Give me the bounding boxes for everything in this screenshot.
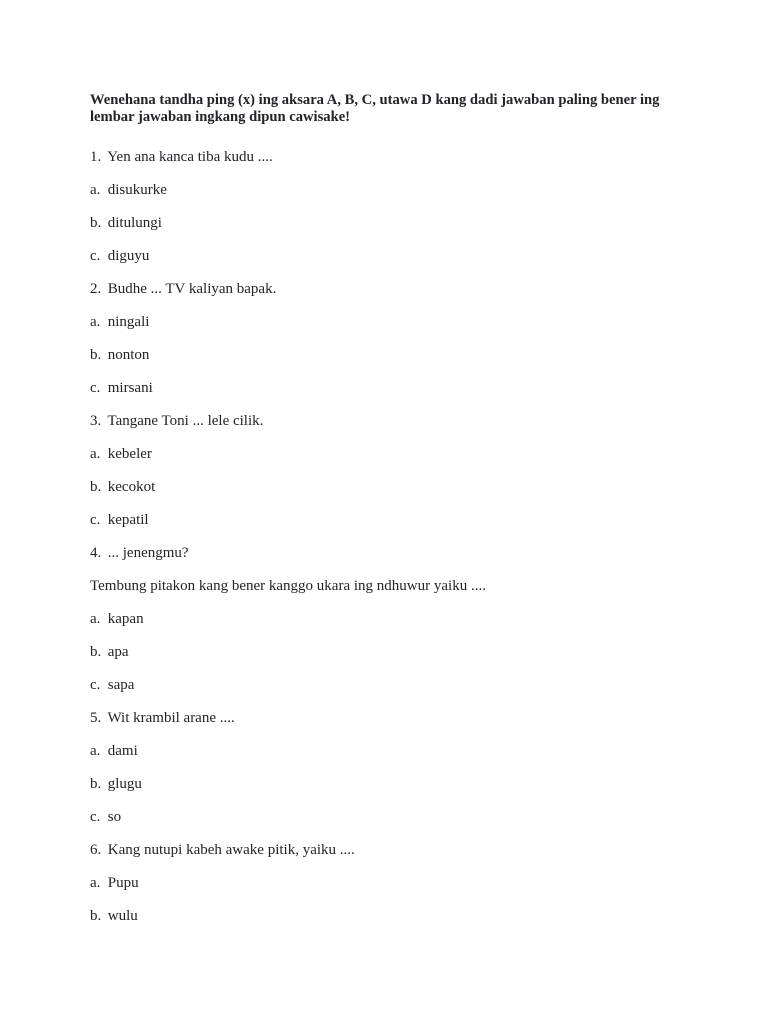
answer-option	[90, 315, 686, 330]
question-body: ... jenengmu?	[107, 545, 189, 561]
option-letter: b.	[90, 347, 102, 363]
option-letter: a.	[90, 875, 101, 891]
option-letter: c.	[90, 380, 101, 396]
answer-option	[90, 777, 686, 792]
option-text: ningali	[107, 314, 150, 330]
question-text	[90, 843, 686, 858]
option-letter: a.	[90, 611, 101, 627]
question-number: 1.	[90, 149, 102, 165]
option-letter: b.	[90, 215, 102, 231]
option-text: diguyu	[107, 248, 150, 264]
question-note	[90, 579, 686, 594]
question-number: 3.	[90, 413, 102, 429]
option-text: kepatil	[107, 512, 149, 528]
option-letter: c.	[90, 677, 101, 693]
question-number: 6.	[90, 842, 102, 858]
answer-option	[90, 909, 686, 924]
question-body: Yen ana kanca tiba kudu ....	[107, 149, 273, 165]
option-letter: c.	[90, 248, 101, 264]
question-text	[90, 546, 686, 561]
option-letter: b.	[90, 908, 102, 924]
option-text: apa	[107, 644, 129, 660]
answer-option	[90, 183, 686, 198]
questions	[90, 150, 686, 924]
option-text: sapa	[107, 677, 135, 693]
option-text: kecokot	[107, 479, 156, 495]
option-text: so	[107, 809, 122, 825]
option-letter: b.	[90, 776, 102, 792]
answer-option	[90, 381, 686, 396]
answer-option	[90, 645, 686, 660]
option-text: nonton	[107, 347, 150, 363]
option-text: Pupu	[107, 875, 139, 891]
question-number: 5.	[90, 710, 102, 726]
answer-option	[90, 216, 686, 231]
question-number: 4.	[90, 545, 102, 561]
option-text: kebeler	[107, 446, 152, 462]
question-text	[90, 282, 686, 297]
answer-option	[90, 348, 686, 363]
answer-option	[90, 480, 686, 495]
answer-option	[90, 810, 686, 825]
option-letter: c.	[90, 809, 101, 825]
option-text: dami	[107, 743, 138, 759]
question-body: Tangane Toni ... lele cilik.	[107, 413, 264, 429]
option-text: kapan	[107, 611, 144, 627]
answer-option	[90, 513, 686, 528]
option-text: mirsani	[107, 380, 153, 396]
answer-option	[90, 678, 686, 693]
answer-option	[90, 876, 686, 891]
option-letter: b.	[90, 644, 102, 660]
question-number: 2.	[90, 281, 102, 297]
question-body: Kang nutupi kabeh awake pitik, yaiku ....	[107, 842, 355, 858]
answer-option	[90, 447, 686, 462]
answer-option	[90, 612, 686, 627]
question-body: Wit krambil arane ....	[107, 710, 235, 726]
exam-instructions: Wenehana tandha ping (x) ing aksara A, B, C, utawa D kang dadi jawaban paling bener ing lembar jawaban ingkang dipun cawisake!	[90, 92, 660, 125]
option-letter: c.	[90, 512, 101, 528]
question-text	[90, 711, 686, 726]
option-letter: a.	[90, 182, 101, 198]
answer-option	[90, 744, 686, 759]
option-text: wulu	[107, 908, 138, 924]
option-letter: a.	[90, 314, 101, 330]
option-letter: b.	[90, 479, 102, 495]
question-text	[90, 414, 686, 429]
option-text: glugu	[107, 776, 142, 792]
question-text	[90, 150, 686, 165]
option-text: ditulungi	[107, 215, 162, 231]
question-body: Budhe ... TV kaliyan bapak.	[107, 281, 277, 297]
option-letter: a.	[90, 743, 101, 759]
question-note-text: Tembung pitakon kang bener kanggo ukara ing ndhuwur yaiku ....	[90, 578, 486, 594]
option-letter: a.	[90, 446, 101, 462]
answer-option	[90, 249, 686, 264]
option-text: disukurke	[107, 182, 167, 198]
